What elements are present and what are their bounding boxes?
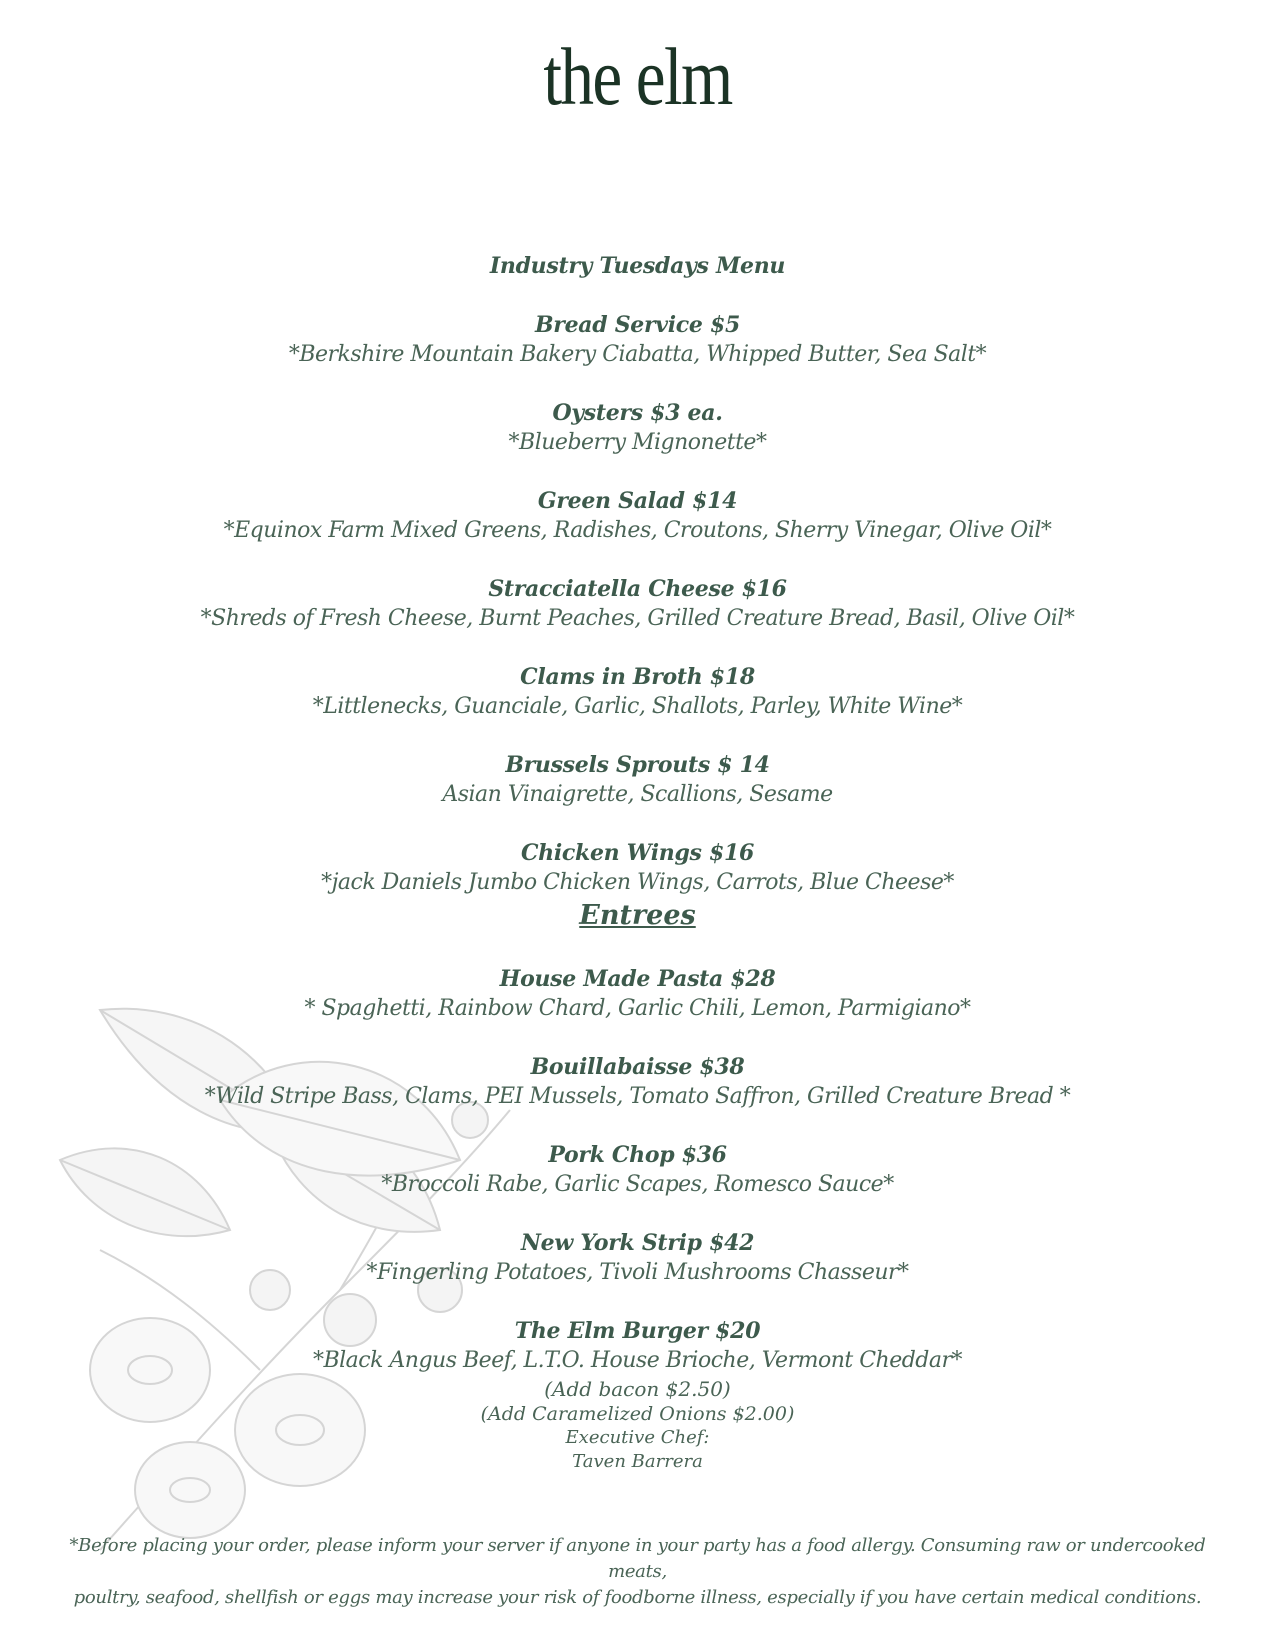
chef-name: Taven Barrera [572, 1451, 703, 1472]
item-name: House Made Pasta $28 [499, 966, 776, 992]
entrees-heading: Entrees [579, 900, 696, 931]
item-name: Bouillabaisse $38 [530, 1054, 745, 1080]
menu-title: Industry Tuesdays Menu [489, 253, 786, 279]
menu-item [0, 838, 1275, 898]
item-description: * Spaghetti, Rainbow Chard, Garlic Chili, Lemon, Parmigiano* [304, 996, 971, 1021]
menu-item [0, 310, 1275, 370]
item-name: Chicken Wings $16 [520, 840, 755, 866]
menu-item [0, 1052, 1275, 1112]
menu-item [0, 574, 1275, 634]
menu-item [0, 1228, 1275, 1288]
item-description: *Black Angus Beef, L.T.O. House Brioche, Vermont Cheddar* [312, 1348, 963, 1373]
item-description: *Berkshire Mountain Bakery Ciabatta, Whipped Butter, Sea Salt* [288, 342, 987, 367]
item-description: Asian Vinaigrette, Scallions, Sesame [442, 782, 833, 807]
addon-bacon: (Add bacon $2.50) [544, 1377, 731, 1401]
item-name: Oysters $3 ea. [552, 400, 723, 426]
menu-item [0, 398, 1275, 458]
item-description: *Equinox Farm Mixed Greens, Radishes, Croutons, Sherry Vinegar, Olive Oil* [223, 518, 1052, 543]
addon-onions: (Add Caramelized Onions $2.00) [480, 1403, 795, 1425]
item-description: *Littlenecks, Guanciale, Garlic, Shallots, Parley, White Wine* [312, 694, 963, 719]
item-description: *Fingerling Potatoes, Tivoli Mushrooms Chasseur* [366, 1260, 909, 1285]
item-name: Brussels Sprouts $ 14 [505, 752, 770, 778]
item-name: Pork Chop $36 [548, 1142, 727, 1168]
menu-item [0, 964, 1275, 1024]
menu-item [0, 750, 1275, 810]
chef-title: Executive Chef: [565, 1427, 710, 1448]
item-name: New York Strip $42 [520, 1230, 755, 1256]
menu-item [0, 1140, 1275, 1200]
disclaimer-line: *Before placing your order, please inform your server if anyone in your party has a food allergy. Consuming raw or undercooked meats, [69, 1535, 1206, 1582]
item-description: *jack Daniels Jumbo Chicken Wings, Carrots, Blue Cheese* [321, 870, 954, 895]
menu-item [0, 1316, 1275, 1376]
restaurant-logo: the elm [543, 31, 732, 122]
item-description: *Shreds of Fresh Cheese, Burnt Peaches, Grilled Creature Bread, Basil, Olive Oil* [200, 606, 1075, 631]
disclaimer-line: poultry, seafood, shellfish or eggs may increase your risk of foodborne illness, especially if you have certain medical conditions. [73, 1587, 1202, 1608]
menu-item [0, 486, 1275, 546]
item-name: The Elm Burger $20 [514, 1318, 761, 1344]
item-name: Stracciatella Cheese $16 [488, 576, 787, 602]
item-name: Green Salad $14 [537, 488, 738, 514]
item-description: *Broccoli Rabe, Garlic Scapes, Romesco Sauce* [381, 1172, 894, 1197]
allergy-disclaimer [40, 1533, 1235, 1611]
item-description: *Blueberry Mignonette* [508, 430, 767, 455]
menu-item [0, 662, 1275, 722]
item-name: Clams in Broth $18 [520, 664, 755, 690]
menu-body [0, 250, 1275, 1474]
item-name: Bread Service $5 [535, 312, 740, 338]
item-description: *Wild Stripe Bass, Clams, PEI Mussels, Tomato Saffron, Grilled Creature Bread * [204, 1084, 1071, 1109]
